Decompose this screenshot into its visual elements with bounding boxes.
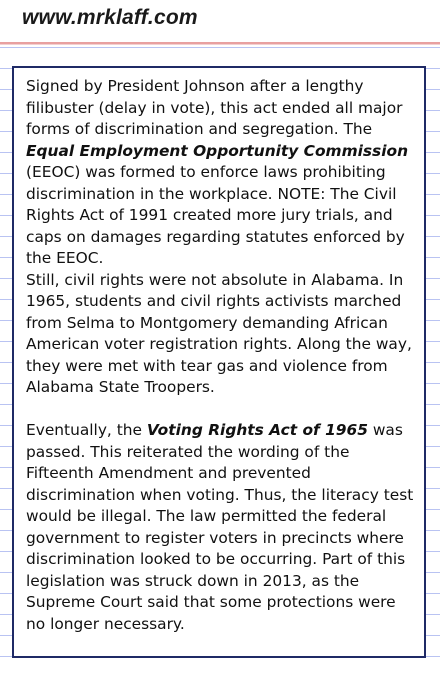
paragraph-text: Signed by President Johnson after a lengthy filibuster (delay in vote), this act ended all major forms of discrimination and segregation. The bbox=[26, 77, 403, 138]
paragraph-text: was passed. This reiterated the wording of the Fifteenth Amendment and prevented discrimination when voting. Thus, the literacy test would be illegal. The law permitted the federal government to register voters in precincts where discrimination looked to be occurring. Part of this legislation was struck down in 2013, as the Supreme Court said that some protections were no longer necessary. bbox=[26, 421, 414, 633]
header-divider-light bbox=[0, 44, 440, 45]
paragraph-voting-rights-act bbox=[26, 420, 414, 635]
site-header bbox=[0, 0, 440, 42]
paragraph-civil-rights-act bbox=[26, 76, 414, 270]
paragraph-text: (EEOC) was formed to enforce laws prohibiting discrimination in the workplace. NOTE: The Civil Rights Act of 1991 created more jury trials, and caps on damages regarding statutes enforced by the EEOC. bbox=[26, 163, 405, 267]
paragraph-text: Eventually, the bbox=[26, 421, 147, 439]
content-box bbox=[12, 66, 426, 658]
site-title: www.mrklaff.com bbox=[22, 6, 198, 29]
emphasis-voting-rights-act: Voting Rights Act of 1965 bbox=[146, 421, 368, 439]
paragraph-selma-march bbox=[26, 270, 414, 399]
emphasis-eeoc: Equal Employment Opportunity Commission bbox=[26, 141, 409, 160]
paragraph-text: Still, civil rights were not absolute in Alabama. In 1965, students and civil rights activists marched from Selma to Montgomery demanding African American voter registration rights. Along the way, they were met with tear gas and violence from Alabama State Troopers. bbox=[26, 270, 412, 396]
